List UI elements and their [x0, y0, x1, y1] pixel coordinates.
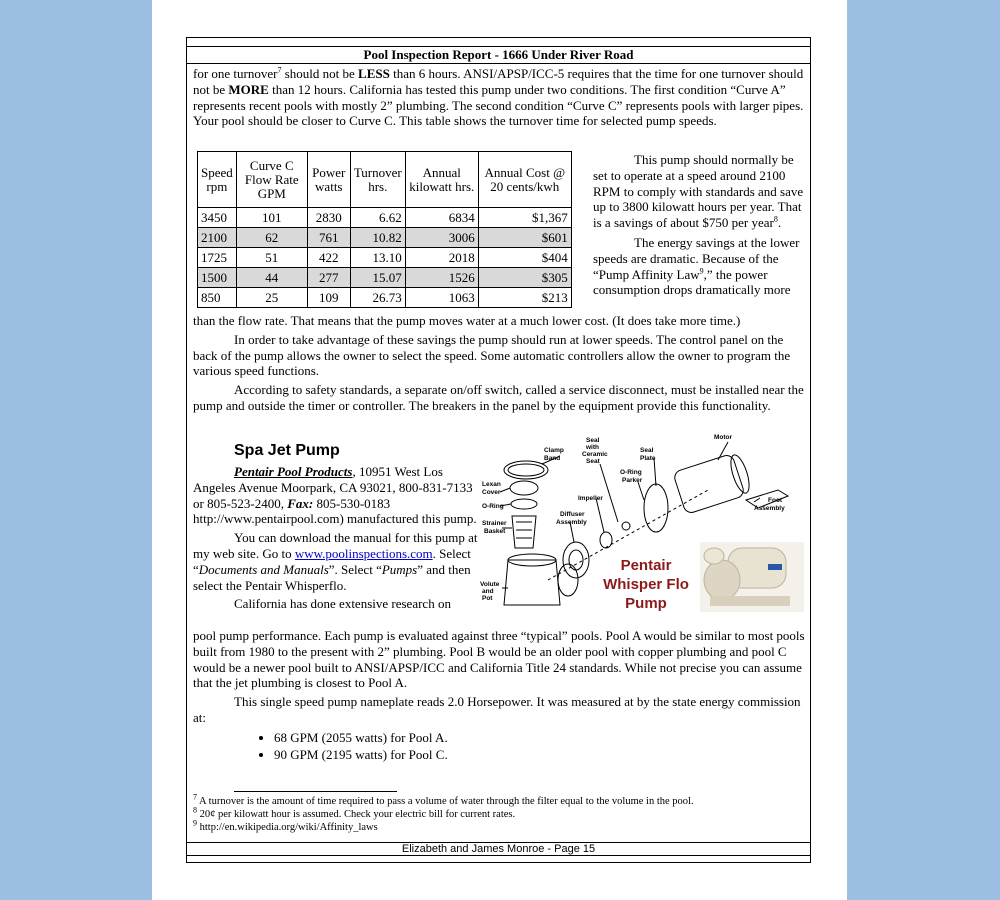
brand-caption: [603, 557, 689, 612]
energy-paragraph: The energy savings at the lower speeds are dramatic. Because of the “Pump Affinity Law$^9$,” the power consumption drops dramatically more: [593, 234, 800, 298]
safety-paragraph: According to safety standards, a separate on/off switch, called a service disconnect, must be installed near the pump and outside the timer or controller. The breakers in the panel by the equipment provide this functionality.: [193, 382, 804, 413]
cell: 25: [236, 288, 307, 308]
strainer-basket-shape: [512, 516, 536, 548]
cell: 1725: [198, 248, 237, 268]
cell: 850: [198, 288, 237, 308]
label-motor: Motor: [714, 434, 733, 441]
rpm-paragraph: This pump should normally be set to operate at a speed around 2100 RPM to comply with standards and save up to 3800 kilowatt hours per year. That is a savings of about $750 per year$^8$.: [593, 152, 804, 231]
body-section-2: [193, 313, 805, 414]
table-row: [198, 288, 572, 308]
col-header: Annual Cost @ 20 cents/kwh: [478, 152, 571, 208]
pump-photo: [700, 542, 804, 612]
label-strainer-basket: Strainer Basket: [482, 520, 507, 535]
cell: 109: [307, 288, 350, 308]
cell: 277: [307, 268, 350, 288]
footnote-7: $^7$ A turnover is the amount of time required to pass a volume of water through the filter equal to the volume in the pool.: [193, 792, 694, 807]
cell: $1,367: [478, 208, 571, 228]
cell: 10.82: [350, 228, 405, 248]
impeller-shape: [600, 532, 612, 548]
footnote-ref-8: 8: [773, 214, 778, 224]
cell: 15.07: [350, 268, 405, 288]
cell: 2018: [405, 248, 478, 268]
footnote-8: $^8$ 20¢ per kilowatt hour is assumed. Check your electric bill for current rates.: [193, 805, 516, 820]
seal-plate-shape: [644, 484, 668, 532]
cell: 1500: [198, 268, 237, 288]
cell: 101: [236, 208, 307, 228]
list-item: • 90 GPM (2195 watts) for Pool C.: [274, 746, 448, 763]
side-paragraphs: [593, 152, 805, 298]
page-header: Pool Inspection Report - 1666 Under River Road: [186, 46, 811, 64]
label-seal-ceramic: Seal with Ceramic Seat: [582, 437, 608, 465]
cell: 3006: [405, 228, 478, 248]
label-lexan-cover: Lexan Cover: [482, 481, 501, 496]
pool-performance-paragraph: pool pump performance. Each pump is evaluated against three “typical” pools. Pool A would be similar to most pools built from 1980 to the present with 2” plumbing. Pool B would be an older pool with copper plumbing and pool C would be a newer pool built to ANSI/APSP/ICC and California Title 24 standards. While not precise you can assume that the jet plumbing is closest to Pool A.: [193, 628, 805, 691]
label-seal-plate: Seal Plate: [640, 447, 656, 462]
label-diffuser: Diffuser Assembly: [556, 511, 587, 526]
brand-line-2: Whisper Flo: [603, 576, 689, 593]
list-item: • 68 GPM (2055 watts) for Pool A.: [274, 729, 448, 746]
measurement-list: [250, 729, 448, 763]
seal-shape: [622, 522, 630, 530]
spa-section: [193, 464, 483, 612]
cell: 6.62: [350, 208, 405, 228]
col-header: Turnover hrs.: [350, 152, 405, 208]
lexan-cover-shape: [510, 481, 538, 495]
cell: 1063: [405, 288, 478, 308]
motor-shape: [673, 453, 746, 514]
footnote-ref-7: 7: [277, 65, 282, 75]
poolinspections-link[interactable]: www.poolinspections.com: [294, 545, 433, 561]
table-row: [198, 268, 572, 288]
col-header: Power watts: [307, 152, 350, 208]
speed-paragraph: In order to take advantage of these savings the pump should run at lower speeds. The control panel on the back of the pump allows the owner to select the speed. Some automatic controllers allow the owner to program the various speed functions.: [193, 331, 791, 379]
cell: 26.73: [350, 288, 405, 308]
col-header: Speed rpm: [198, 152, 237, 208]
table-header-row: [198, 152, 572, 208]
cell: 2100: [198, 228, 237, 248]
cell: 3450: [198, 208, 237, 228]
cell: $305: [478, 268, 571, 288]
table-row: [198, 208, 572, 228]
cell: $404: [478, 248, 571, 268]
cell: 13.10: [350, 248, 405, 268]
col-header: Curve C Flow Rate GPM: [236, 152, 307, 208]
label-o-ring: O-Ring: [482, 503, 504, 510]
manufacturer-paragraph: Pentair Pool Products, 10951 West Los Angeles Avenue Moorpark, CA 93021, 800-831-7133 or 805-523-2400, Fax: 805-530-0183 http://www.pentairpool.com) manufactured this pump.: [193, 464, 477, 527]
cell: $213: [478, 288, 571, 308]
footnote-divider: [234, 791, 397, 792]
cell: 44: [236, 268, 307, 288]
volute-pot-shape: [504, 560, 560, 605]
cell: 6834: [405, 208, 478, 228]
label-volute-pot: Volute and Pot: [480, 581, 500, 602]
col-header: Annual kilowatt hrs.: [405, 152, 478, 208]
o-ring-shape: [511, 499, 537, 509]
cell: 51: [236, 248, 307, 268]
diffuser-shape: [563, 542, 589, 578]
label-foot-assembly: Foot Assembly: [754, 497, 785, 512]
label-o-ring-parker: O-Ring Parker: [620, 469, 643, 484]
footnotes: [193, 792, 805, 834]
brand-line-1: Pentair: [620, 557, 672, 574]
table-row: [198, 248, 572, 268]
cell: 1526: [405, 268, 478, 288]
california-paragraph-start: California has done extensive research on: [234, 596, 451, 612]
cell: 2830: [307, 208, 350, 228]
body-section-3: [193, 628, 805, 726]
page-footer: Elizabeth and James Monroe - Page 15: [186, 842, 811, 856]
nameplate-paragraph: This single speed pump nameplate reads 2.0 Horsepower. It was measured at by the state energy commission at:: [193, 694, 801, 725]
intro-paragraph: for one turnover$^7$ should not be LESS than 6 hours. ANSI/APSP/ICC-5 requires that the time for one turnover should not be MORE than 12 hours. California has tested this pump under two conditions. The first condition “Curve A” represents recent pools with mostly 2” plumbing. The second condition “Curve C” represents pools with larger pipes. Your pool should be closer to Curve C. This table shows the turnover time for selected pump speeds.: [193, 65, 804, 129]
footnote-ref-9: 9: [699, 266, 704, 276]
cell: $601: [478, 228, 571, 248]
cell: 422: [307, 248, 350, 268]
cell: 62: [236, 228, 307, 248]
table-row: [198, 228, 572, 248]
footnote-9: $^9$ http://en.wikipedia.org/wiki/Affinity_laws: [193, 818, 378, 833]
cell: 761: [307, 228, 350, 248]
turnover-table: [197, 151, 572, 308]
manual-paragraph: You can download the manual for this pump at my web site. Go to www.poolinspections.com. Select “Documents and Manuals”. Select “Pumps” and then select the Pentair Whisperflo.: [193, 530, 478, 593]
brand-line-3: Pump: [625, 595, 667, 612]
spa-heading: Spa Jet Pump: [234, 442, 340, 459]
label-clamp-band: Clamp Band: [544, 447, 564, 462]
continued-paragraph: than the flow rate. That means that the pump moves water at a much lower cost. (It does take more time.): [193, 313, 741, 328]
pump-exploded-diagram: [478, 430, 808, 615]
label-impeller: Impeller: [578, 495, 603, 502]
